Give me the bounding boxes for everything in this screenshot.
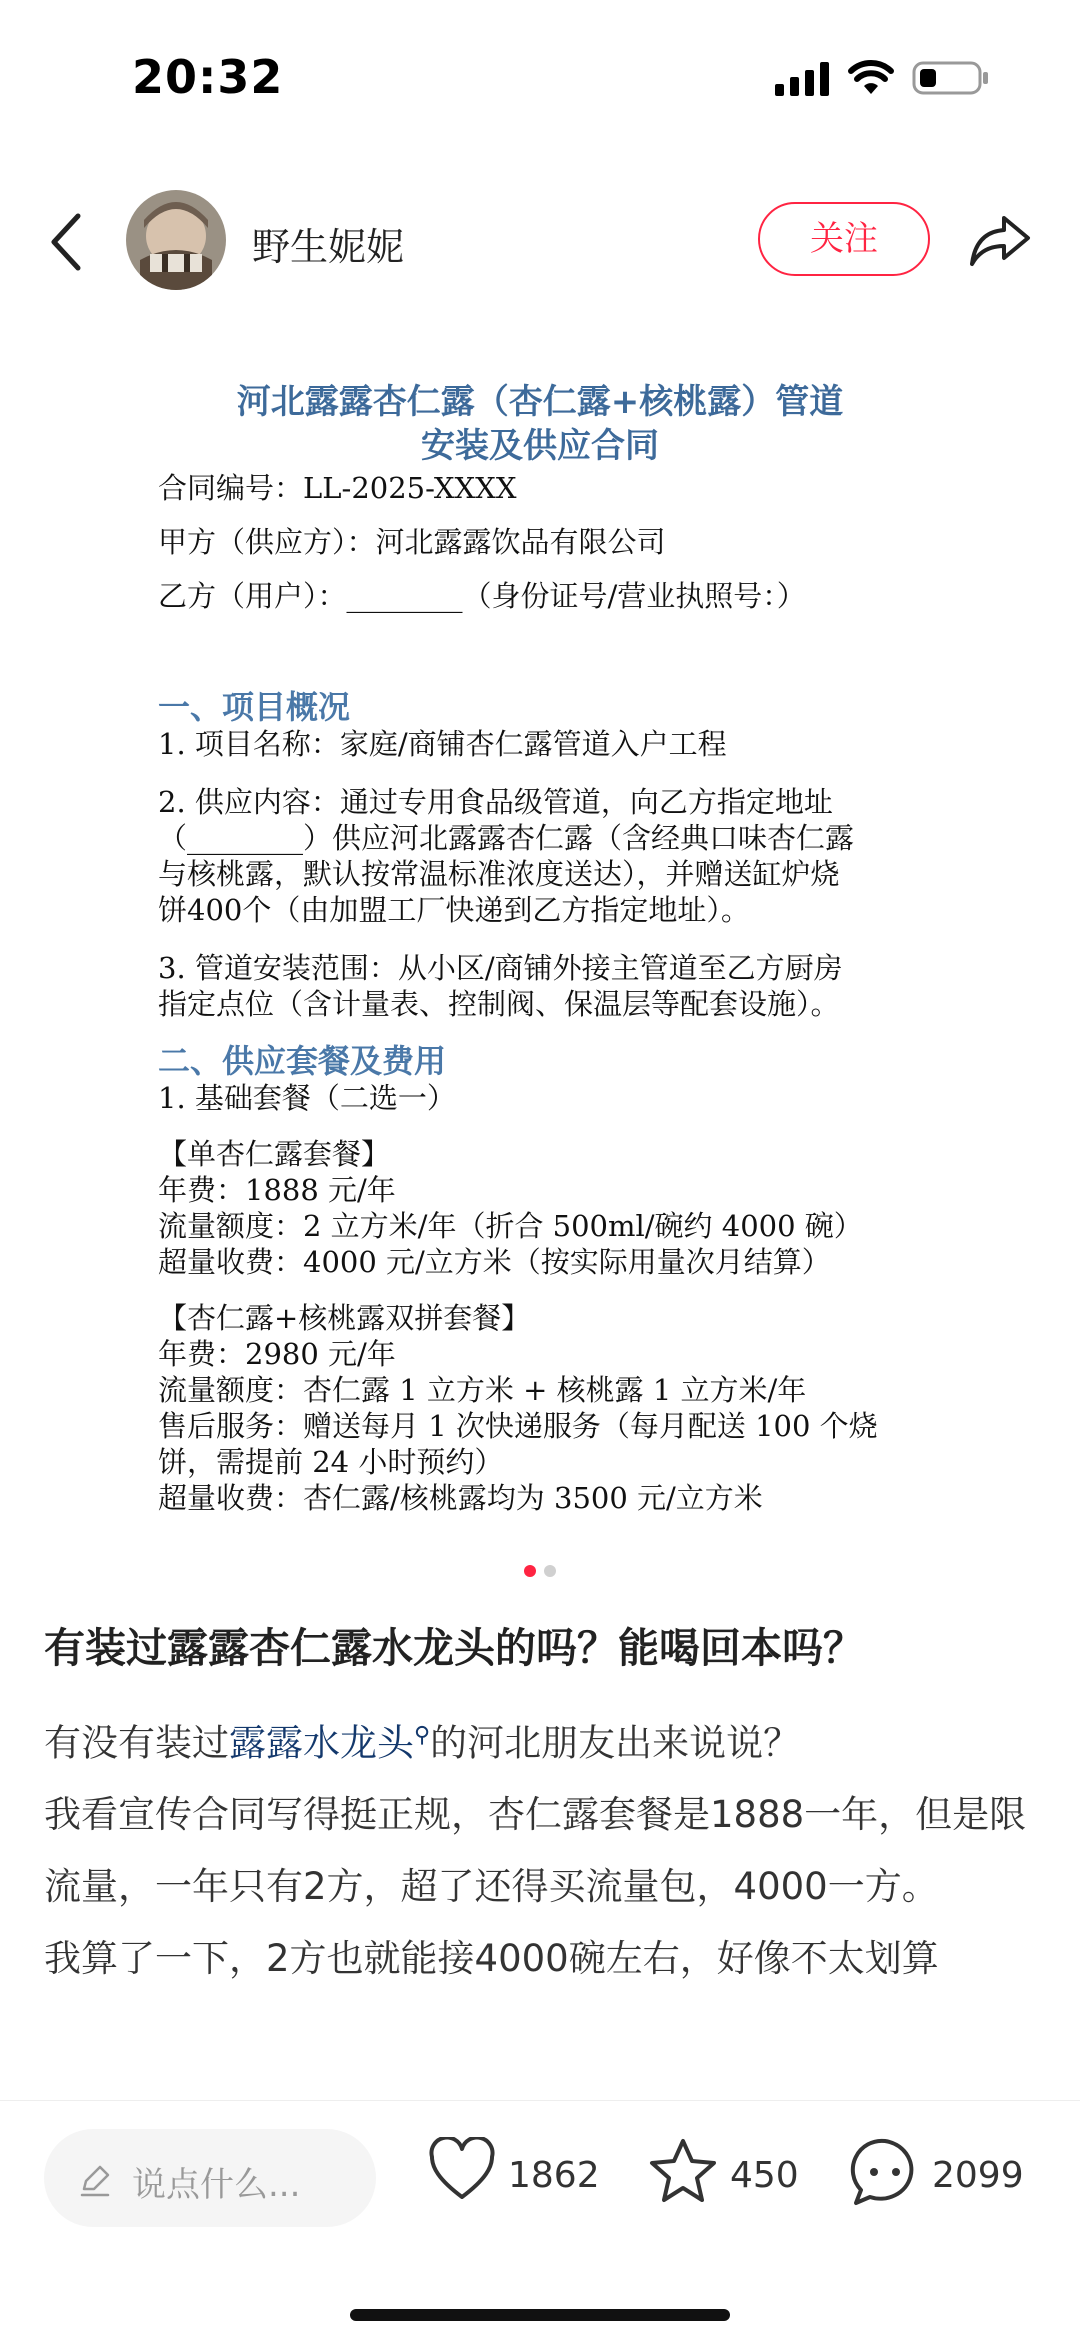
comment-input[interactable]: [44, 2129, 376, 2227]
image-carousel-indicator: [0, 1562, 1080, 1581]
author-name[interactable]: 野生妮妮: [252, 225, 405, 269]
back-arrow-icon[interactable]: [46, 210, 86, 274]
bottom-action-bar: [0, 2100, 1080, 2342]
doc-combo-overage: 超量收费：杏仁露/核桃露均为 3500 元/立方米: [158, 1481, 763, 1515]
comment-placeholder: 说点什么...: [132, 2165, 301, 2205]
carousel-dot: [544, 1565, 556, 1577]
doc-title-line1: 河北露露杏仁露（杏仁露+核桃露）管道: [236, 382, 844, 422]
follow-button[interactable]: 关注: [758, 202, 930, 276]
doc-combo-quota: 流量额度：杏仁露 1 立方米 + 核桃露 1 立方米/年: [158, 1373, 807, 1407]
doc-item1: 1. 项目名称：家庭/商铺杏仁露管道入户工程: [158, 727, 727, 761]
comment-button[interactable]: [850, 2137, 1050, 2217]
search-link[interactable]: 露露水龙头: [229, 1721, 414, 1765]
post-body: [44, 1700, 1040, 2100]
doc-title-line2: 安装及供应合同: [421, 426, 659, 466]
home-indicator[interactable]: [350, 2309, 730, 2321]
doc-single-overage: 超量收费：4000 元/立方米（按实际用量次月结算）: [158, 1245, 831, 1279]
cellular-signal-icon: [775, 62, 831, 96]
comment-count: 2099: [932, 2155, 1024, 2196]
search-icon[interactable]: ⚲: [414, 1723, 431, 1748]
doc-combo-service-line1: 售后服务：赠送每月 1 次快递服务（每月配送 100 个烧: [158, 1409, 878, 1443]
doc-item2-line3: 与核桃露，默认按常温标准浓度送达），并赠送缸炉烧: [158, 857, 840, 891]
doc-item2-line1: 2. 供应内容：通过专用食品级管道，向乙方指定地址: [158, 785, 833, 819]
doc-item3-line1: 3. 管道安装范围：从小区/商铺外接主管道至乙方厨房: [158, 951, 843, 985]
doc-party-a: 甲方（供应方）：河北露露饮品有限公司: [158, 525, 666, 559]
post-header: [0, 180, 1080, 300]
post-paragraph: 我看宣传合同写得挺正规，杏仁露套餐是1888一年，但是限流量，一年只有2方，超了还得买流量包，4000一方。: [44, 1793, 1027, 1909]
doc-contract-no: 合同编号：LL-2025-XXXX: [158, 471, 517, 505]
doc-combo-service-line2: 饼，需提前 24 小时预约）: [158, 1445, 504, 1479]
post-paragraph: 我算了一下，2方也就能接4000碗左右，好像不太划算: [44, 1937, 939, 1981]
doc-item2-line4: 饼400个（由加盟工厂快递到乙方指定地址）。: [158, 893, 750, 927]
doc-section1-heading: 一、项目概况: [158, 688, 351, 726]
like-button[interactable]: [428, 2137, 608, 2217]
post-text: 的河北朋友出来说说？: [430, 1721, 801, 1765]
carousel-dot-active: [524, 1565, 536, 1577]
doc-item3-line2: 指定点位（含计量表、控制阀、保温层等配套设施）。: [158, 987, 840, 1021]
like-count: 1862: [508, 2155, 600, 2196]
pencil-icon: [78, 2163, 112, 2197]
status-bar: [0, 0, 1080, 150]
doc-combo-fee: 年费：2980 元/年: [158, 1337, 396, 1371]
battery-icon: [912, 60, 990, 96]
share-icon[interactable]: [968, 210, 1032, 270]
doc-section2-heading: 二、供应套餐及费用: [158, 1042, 447, 1080]
doc-single-quota: 流量额度：2 立方米/年（折合 500ml/碗约 4000 碗）: [158, 1209, 863, 1243]
heart-icon: [428, 2137, 496, 2203]
avatar[interactable]: [126, 190, 226, 290]
post-text: 有没有装过: [44, 1721, 229, 1765]
doc-single-fee: 年费：1888 元/年: [158, 1173, 396, 1207]
status-time: 20:32: [132, 50, 284, 104]
favorite-button[interactable]: [648, 2137, 808, 2217]
doc-item2-line2: （________）供应河北露露杏仁露（含经典口味杏仁露: [158, 821, 855, 855]
doc-combo-title: 【杏仁露+核桃露双拼套餐】: [158, 1301, 531, 1335]
star-icon: [648, 2137, 718, 2205]
wifi-icon: [848, 60, 894, 96]
doc-basic-package: 1. 基础套餐（二选一）: [158, 1081, 456, 1115]
post-title: 有装过露露杏仁露水龙头的吗？能喝回本吗？: [44, 1624, 864, 1672]
comment-bubble-icon: [850, 2137, 920, 2207]
post-paragraph: [44, 1700, 1040, 1779]
doc-party-b: 乙方（用户）：________（身份证号/营业执照号：）: [158, 579, 806, 613]
favorite-count: 450: [730, 2155, 799, 2196]
doc-single-title: 【单杏仁露套餐】: [158, 1137, 391, 1171]
post-image-contract[interactable]: [0, 360, 1080, 1550]
